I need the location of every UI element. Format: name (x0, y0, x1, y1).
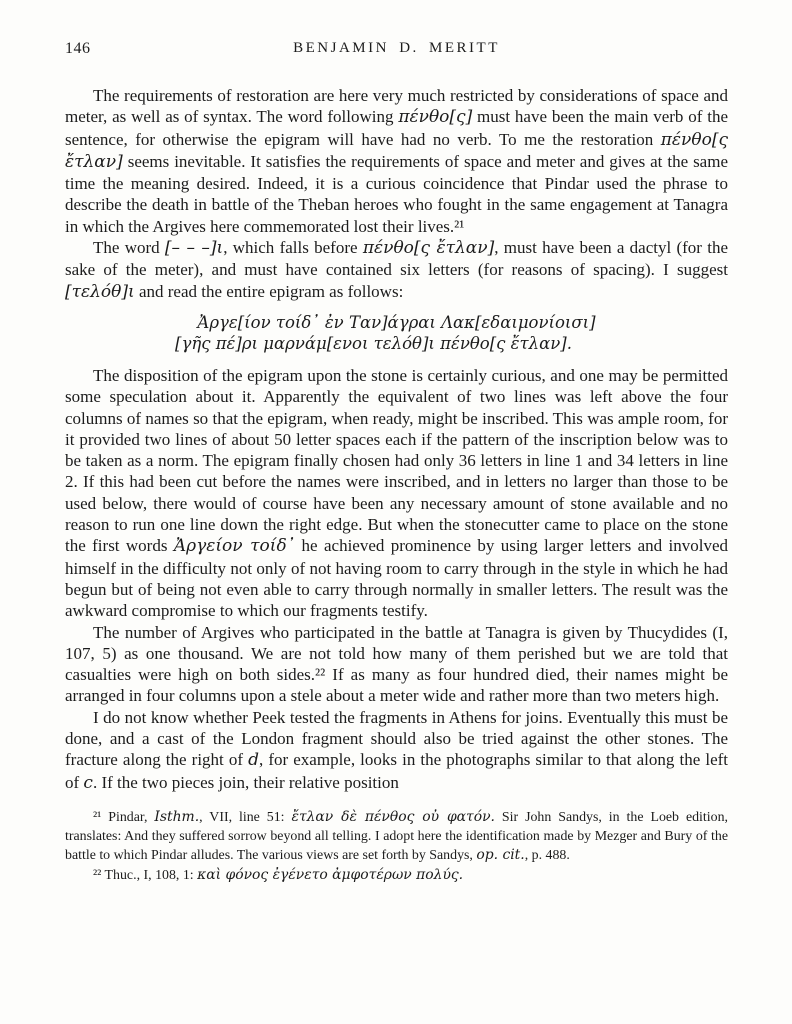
epigram (65, 312, 728, 355)
running-head: BENJAMIN D. MERITT (293, 40, 500, 56)
paragraph-number-of-argives: The number of Argives who participated in the battle at Tanagra is given by Thucydides (I, 107, 5) as one thousand. We are not told how many of them perished but we are told that casualties were high on both sides.²² If as many as four hundred died, their names might be arranged in four columns upon a stele about a meter wide and rather more than two meters high. (65, 622, 728, 706)
footnote-22: ²² Thuc., I, 108, 1: καὶ φόνος ἐγένετο ἀμφοτέρων πολύς. (93, 866, 464, 883)
paragraph-peek-fragments: I do not know whether Peek tested the fragments in Athens for joins. Eventually this must be done, and a cast of the London fragment should also be tried against the other stones. The fracture along the right of d, for example, looks in the photographs similar to that along the left of c. If the two pieces join, their relative position (65, 707, 728, 793)
body-text (65, 85, 728, 794)
footnote-21: ²¹ Pindar, Isthm., VII, line 51: ἔτλαν δὲ πένθος οὐ φατόν. Sir John Sandys, in the Loeb edition, translates: And they suffered sorrow beyond all telling. I adopt here the identification made by Mezger and Bury of the battle to which Pindar alludes. The various views are set forth by Sandys, op. cit., p. 488. (65, 808, 728, 864)
paragraph-disposition: The disposition of the epigram upon the stone is certainly curious, and one may be permitted some speculation about it. Apparently the equivalent of two lines was left above the four columns of names so that the epigram, when ready, might be inscribed. This was ample room, for it provided two lines of about 50 letter spaces each if the pattern of the inscription below was to be taken as a norm. The epigram finally chosen had only 36 letters in line 1 and 34 letters in line 2. If this had been cut before the names were inscribed, and in letters no larger than those to be used below, there would of course have been any necessary amount of stone available and no reason to run one line down the right edge. But when the stonecutter came to place on the stone the first words Ἀργείον τοίδ᾽ he achieved prominence by using larger letters and involved himself in the difficulty not only of not having room to carry through in the style in which he had begun but of being not even able to carry through normally in smaller letters. The result was the awkward compromise to which our fragments testify. (65, 365, 728, 621)
epigram-line-1: Ἀργε[ίον τοίδ᾽ ἐν Ταν]άγραι Λακ[εδαιμονίοισι] (197, 312, 596, 332)
paragraph-word-before-penthos: The word [– – –]ι, which falls before πένθο[ς ἔτλαν], must have been a dactyl (for the sake of the meter), and must have contained six letters (for reasons of spacing). I suggest [τελόθ]ι and read the entire epigram as follows: (65, 238, 729, 302)
text-block (65, 40, 728, 885)
epigram-line-2: [γῆς πέ]ρι μαρνάμ[ενοι τελόθ]ι πένθο[ς ἔτλαν]. (175, 334, 572, 354)
page-header (65, 40, 728, 60)
page-number: 146 (65, 40, 91, 57)
footnotes (65, 808, 728, 885)
paragraph-restoration-requirements: The requirements of restoration are here very much restricted by considerations of space and meter, as well as of syntax. The word following πένθο[ς] must have been the main verb of the sentence, for otherwise the epigram will have had no verb. To me the restoration πένθο[ς ἔτλαν] seems inevitable. It satisfies the requirements of space and meter and gives at the same time the meaning desired. Indeed, it is a curious coincidence that Pindar used the phrase to describe the death in battle of the Theban heroes who fought in the same engagement at Tanagra in which the Argives here commemorated lost their lives.²¹ (65, 86, 728, 236)
